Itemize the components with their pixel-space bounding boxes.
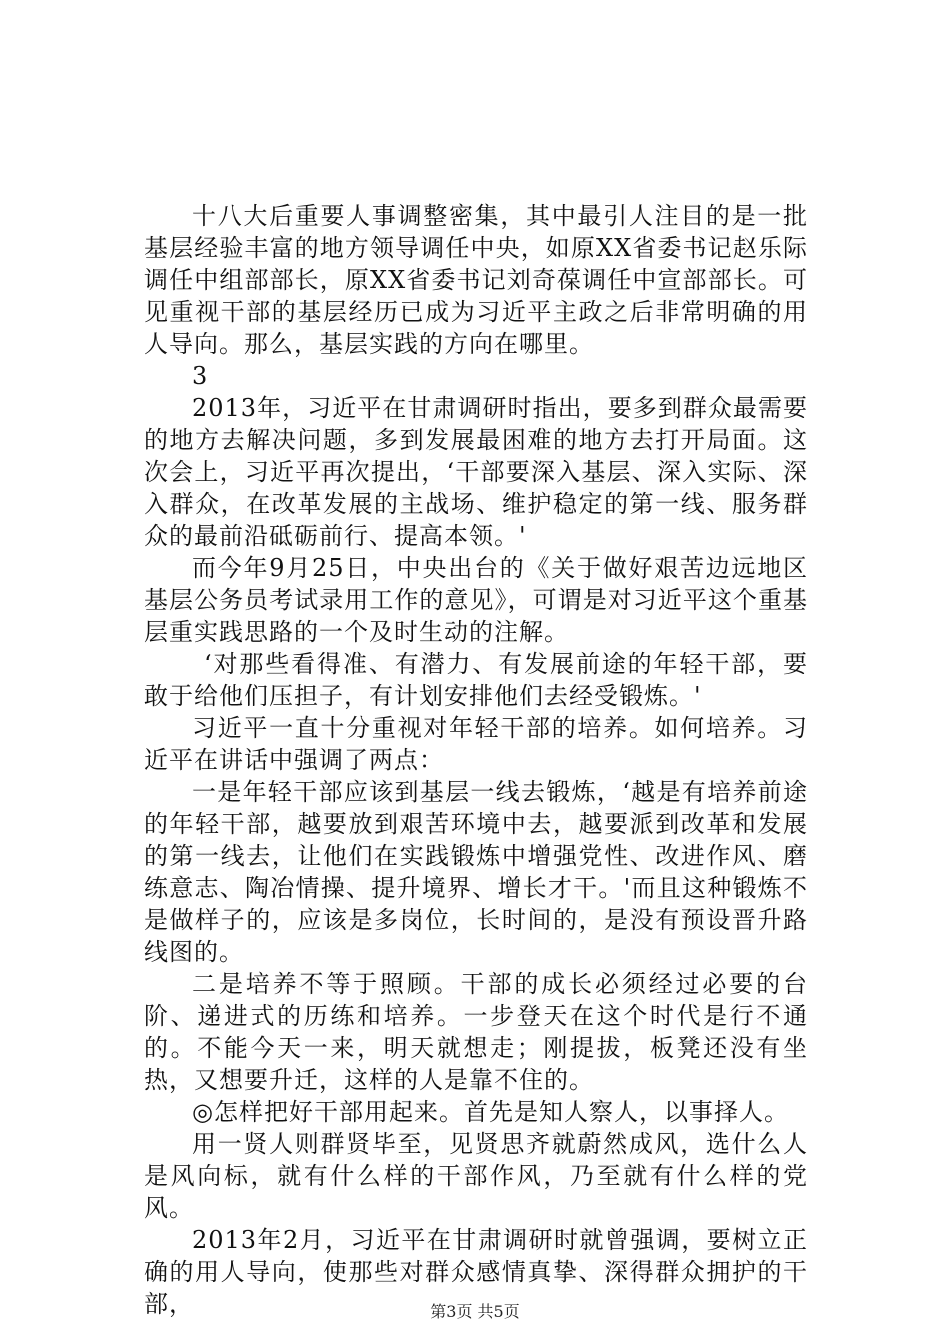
paragraph-6: 习近平一直十分重视对年轻干部的培养。如何培养。习近平在讲话中强调了两点： bbox=[144, 714, 808, 774]
paragraph-8: 二是培养不等于照顾。干部的成长必须经过必要的台阶、递进式的历练和培养。一步登天在这个时代是行不通的。不能今天一来，明天就想走；刚提拔，板凳还没有坐热，又想要升迁，这样的人是靠不住的。 bbox=[144, 970, 808, 1094]
document-body bbox=[144, 200, 808, 1320]
paragraph-1: 十八大后重要人事调整密集，其中最引人注目的是一批基层经验丰富的地方领导调任中央，如原XX省委书记赵乐际调任中组部部长，原XX省委书记刘奇葆调任中宣部部长。可见重视干部的基层经历已成为习近平主政之后非常明确的用人导向。那么，基层实践的方向在哪里。 bbox=[144, 202, 808, 358]
paragraph-11: 2013年2月，习近平在甘肃调研时就曾强调，要树立正确的用人导向，使那些对群众感情真挚、深得群众拥护的干部， bbox=[144, 1226, 808, 1318]
paragraph-2: 3 bbox=[192, 362, 209, 390]
paragraph-4: 而今年9月25日，中央出台的《关于做好艰苦边远地区基层公务员考试录用工作的意见》，可谓是对习近平这个重基层重实践思路的一个及时生动的注解。 bbox=[144, 554, 808, 646]
page-footer: 第3页 共5页 bbox=[430, 1302, 520, 1321]
paragraph-9: ◎怎样把好干部用起来。首先是知人察人，以事择人。 bbox=[192, 1098, 789, 1126]
paragraph-5: ‘对那些看得准、有潜力、有发展前途的年轻干部，要敢于给他们压担子，有计划安排他们去经受锻炼。' bbox=[144, 650, 808, 710]
paragraph-3: 2013年，习近平在甘肃调研时指出，要多到群众最需要的地方去解决问题，多到发展最困难的地方去打开局面。这次会上，习近平再次提出，‘干部要深入基层、深入实际、深入群众，在改革发展的主战场、维护稳定的第一线、服务群众的最前沿砥砺前行、提高本领。' bbox=[144, 394, 808, 550]
paragraph-7: 一是年轻干部应该到基层一线去锻炼，‘越是有培养前途的年轻干部，越要放到艰苦环境中去，越要派到改革和发展的第一线去，让他们在实践锻炼中增强党性、改进作风、磨练意志、陶冶情操、提升境界、增长才干。'而且这种锻炼不是做样子的，应该是多岗位，长时间的，是没有预设晋升路线图的。 bbox=[144, 778, 808, 966]
paragraph-10: 用一贤人则群贤毕至，见贤思齐就蔚然成风，选什么人是风向标，就有什么样的干部作风，乃至就有什么样的党风。 bbox=[144, 1130, 808, 1222]
